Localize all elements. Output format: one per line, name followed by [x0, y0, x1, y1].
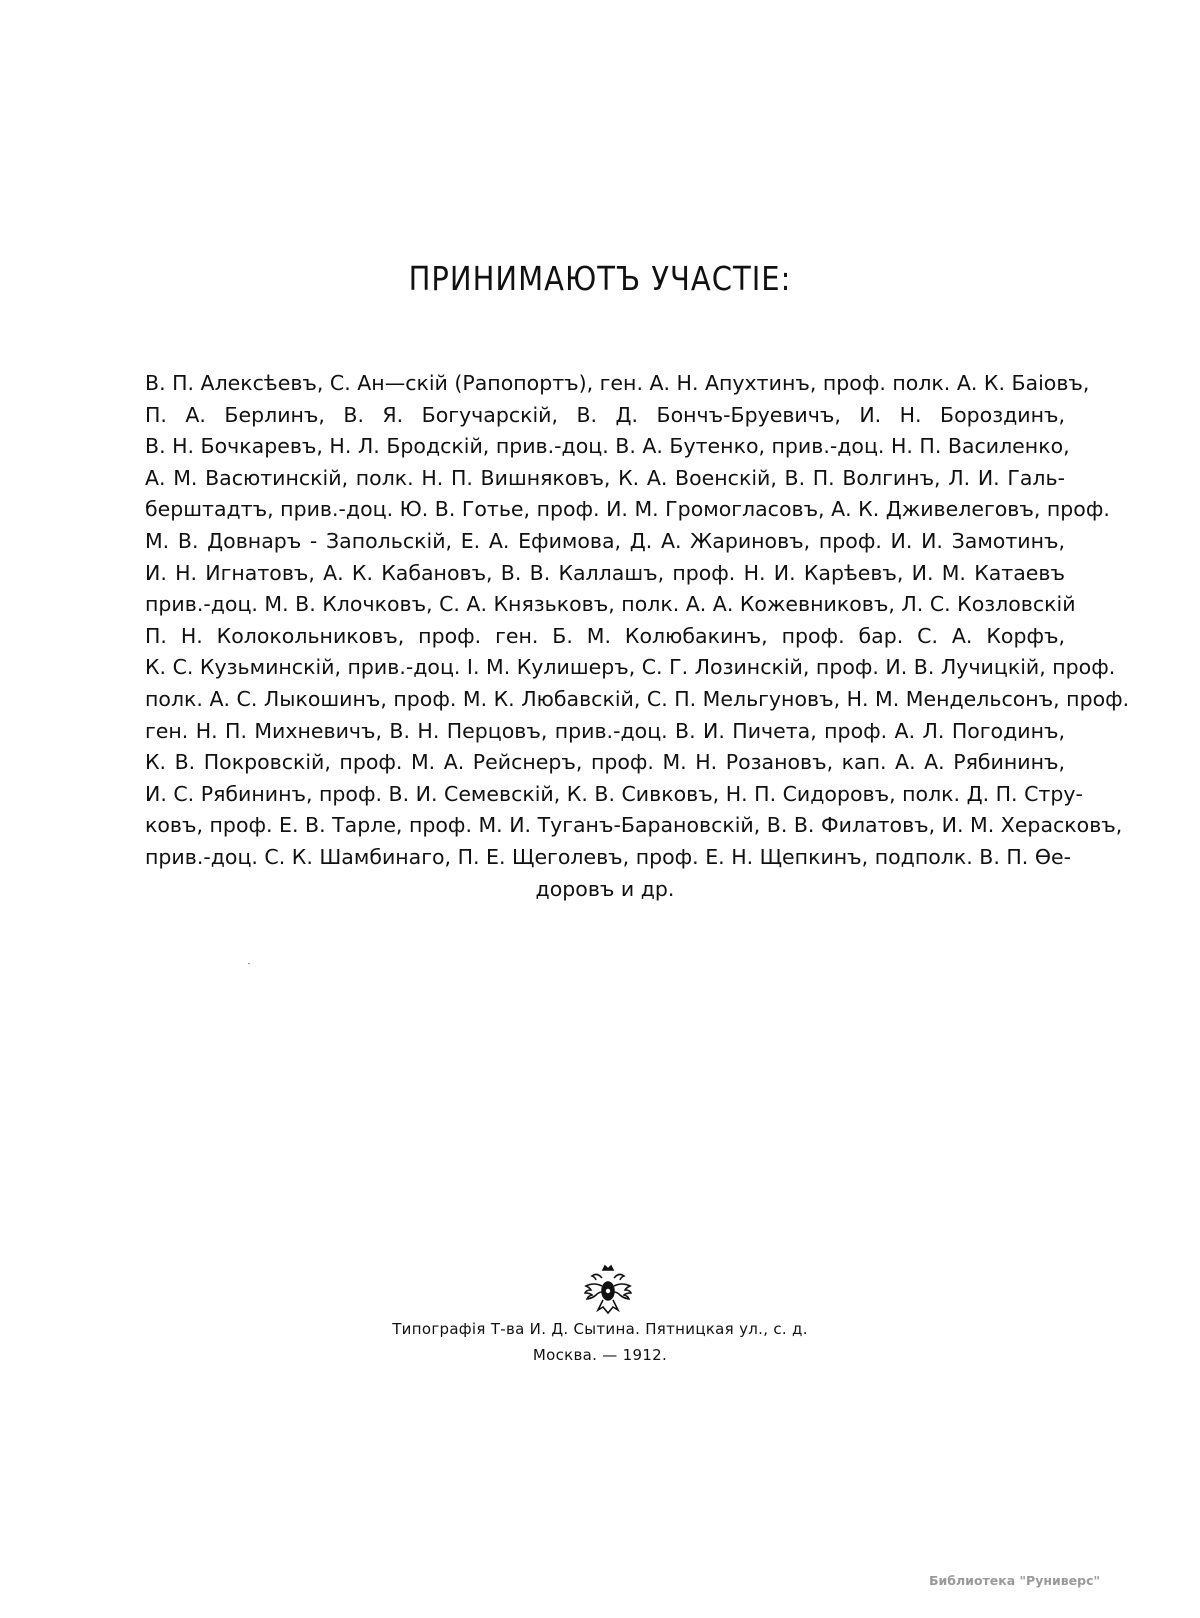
imprint-line: Москва. — 1912.: [532, 1346, 668, 1364]
participants-line: П. Н. Колокольниковъ, проф. ген. Б. М. Колюбакинъ, проф. бар. С. А. Корфъ,: [145, 623, 1065, 648]
participants-line-last: доровъ и др.: [535, 876, 675, 901]
participants-line: К. В. Покровскій, проф. М. А. Рейснеръ, проф. М. Н. Розановъ, кап. А. А. Рябининъ,: [145, 750, 1065, 775]
participants-line: А. М. Васютинскій, полк. Н. П. Вишняковъ, К. А. Военскій, В. П. Волгинъ, Л. И. Галь-: [145, 465, 1065, 490]
participants-line: К. С. Кузьминскій, прив.-доц. І. М. Кулишеръ, С. Г. Лозинскій, проф. И. В. Лучицкій, проф.: [145, 655, 1116, 680]
page-heading: ПРИНИМАЮТЪ УЧАСТІЕ:: [408, 259, 792, 299]
participants-line: В. П. Алексѣевъ, С. Ан—скій (Рапопортъ), ген. А. Н. Апухтинъ, проф. полк. А. К. Баіовъ,: [145, 371, 1090, 395]
double-headed-eagle-icon: [583, 1264, 633, 1316]
participants-line: ковъ, проф. Е. В. Тарле, проф. М. И. Туганъ-Барановскій, В. В. Филатовъ, И. М. Херасковъ,: [145, 813, 1123, 838]
participants-line: берштадтъ, прив.-доц. Ю. В. Готье, проф. И. М. Громогласовъ, А. К. Дживелеговъ, проф.: [145, 497, 1110, 522]
participants-line: И. Н. Игнатовъ, А. К. Кабановъ, В. В. Каллашъ, проф. Н. И. Карѣевъ, И. М. Катаевъ: [145, 560, 1065, 585]
participants-line: прив.-доц. С. К. Шамбинаго, П. Е. Щеголевъ, проф. Е. Н. Щепкинъ, подполк. В. П. Ѳе-: [145, 844, 1071, 869]
participants-list: [145, 368, 1130, 905]
participants-line: прив.-доц. М. В. Клочковъ, С. А. Князьковъ, полк. А. А. Кожевниковъ, Л. С. Козловскій: [145, 592, 1076, 617]
library-watermark: Библиотека "Руниверс": [929, 1573, 1100, 1588]
imprint-line: Типографія Т-ва И. Д. Сытина. Пятницкая ул., с. д.: [392, 1320, 808, 1338]
participants-line: И. С. Рябининъ, проф. В. И. Семевскій, К. В. Сивковъ, Н. П. Сидоровъ, полк. Д. П. Стру-: [145, 781, 1083, 806]
participants-line: полк. А. С. Лыкошинъ, проф. М. К. Любавскій, С. П. Мельгуновъ, Н. М. Мендельсонъ, проф.: [145, 686, 1130, 711]
participants-line: П. А. Берлинъ, В. Я. Богучарскій, В. Д. Бончъ-Бруевичъ, И. Н. Бороздинъ,: [145, 402, 1065, 427]
participants-line: ген. Н. П. Михневичъ, В. Н. Перцовъ, прив.-доц. В. И. Пичета, проф. А. Л. Погодинъ,: [145, 718, 1065, 743]
participants-line: М. В. Довнаръ - Запольскій, Е. А. Ефимова, Д. А. Жариновъ, проф. И. И. Замотинъ,: [145, 528, 1065, 553]
participants-line: В. Н. Бочкаревъ, Н. Л. Бродскій, прив.-доц. В. А. Бутенко, прив.-доц. Н. П. Василенко,: [145, 434, 1070, 459]
stray-mark: [248, 963, 250, 964]
